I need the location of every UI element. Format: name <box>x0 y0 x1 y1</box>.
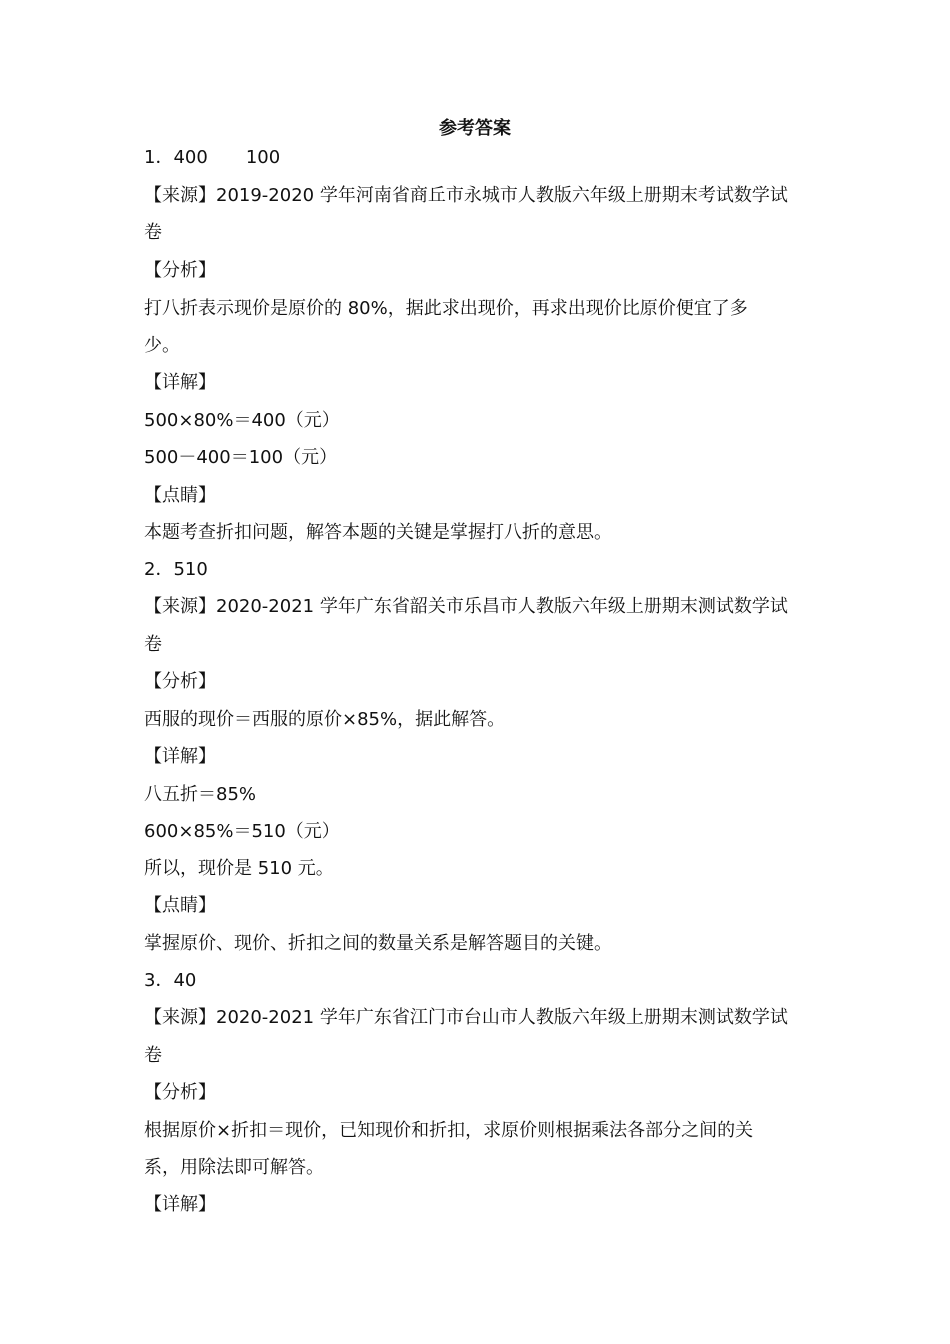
analysis-text-3: 根据原价×折扣＝现价，已知现价和折扣，求原价则根据乘法各部分之间的关 <box>144 1120 754 1141</box>
answer-3-line: 3．40 <box>144 970 197 991</box>
detail-2-step-3: 所以，现价是 510 元。 <box>144 858 334 879</box>
detail-1-step-2: 500－400＝100（元） <box>144 447 338 468</box>
source-3: 【来源】2020-2021 学年广东省江门市台山市人教版六年级上册期末测试数学试 <box>144 1007 788 1028</box>
detail-heading-3: 【详解】 <box>144 1194 216 1215</box>
source-1: 【来源】2019-2020 学年河南省商丘市永城市人教版六年级上册期末考试数学试 <box>144 185 788 206</box>
detail-1-step-1: 500×80%＝400（元） <box>144 410 340 431</box>
detail-2-step-1: 八五折＝85% <box>144 784 257 805</box>
comment-text-2: 掌握原价、现价、折扣之间的数量关系是解答题目的关键。 <box>144 933 612 954</box>
answer-1-value-b: 100 <box>245 147 281 168</box>
analysis-heading-2: 【分析】 <box>144 671 216 692</box>
comment-heading-1: 【点睛】 <box>144 485 216 506</box>
detail-2-step-2: 600×85%＝510（元） <box>144 821 340 842</box>
source-2: 【来源】2020-2021 学年广东省韶关市乐昌市人教版六年级上册期末测试数学试 <box>144 596 788 617</box>
answer-2-line: 2．510 <box>144 559 208 580</box>
answer-1-value-a: 1．400 <box>144 147 208 168</box>
source-2-cont: 卷 <box>144 634 162 655</box>
analysis-text-2: 西服的现价＝西服的原价×85%，据此解答。 <box>144 709 506 730</box>
analysis-heading-3: 【分析】 <box>144 1082 216 1103</box>
source-3-cont: 卷 <box>144 1045 162 1066</box>
comment-heading-2: 【点睛】 <box>144 895 216 916</box>
analysis-text-1: 打八折表示现价是原价的 80%，据此求出现价，再求出现价比原价便宜了多 <box>144 298 748 319</box>
comment-text-1: 本题考查折扣问题，解答本题的关键是掌握打八折的意思。 <box>144 522 612 543</box>
detail-heading-2: 【详解】 <box>144 746 216 767</box>
analysis-text-1-cont: 少。 <box>144 335 180 356</box>
analysis-heading-1: 【分析】 <box>144 260 216 281</box>
page-title: 参考答案 <box>439 118 511 139</box>
detail-heading-1: 【详解】 <box>144 372 216 393</box>
analysis-text-3-cont: 系，用除法即可解答。 <box>144 1157 324 1178</box>
answer-1-line <box>144 145 824 171</box>
source-1-cont: 卷 <box>144 222 162 243</box>
